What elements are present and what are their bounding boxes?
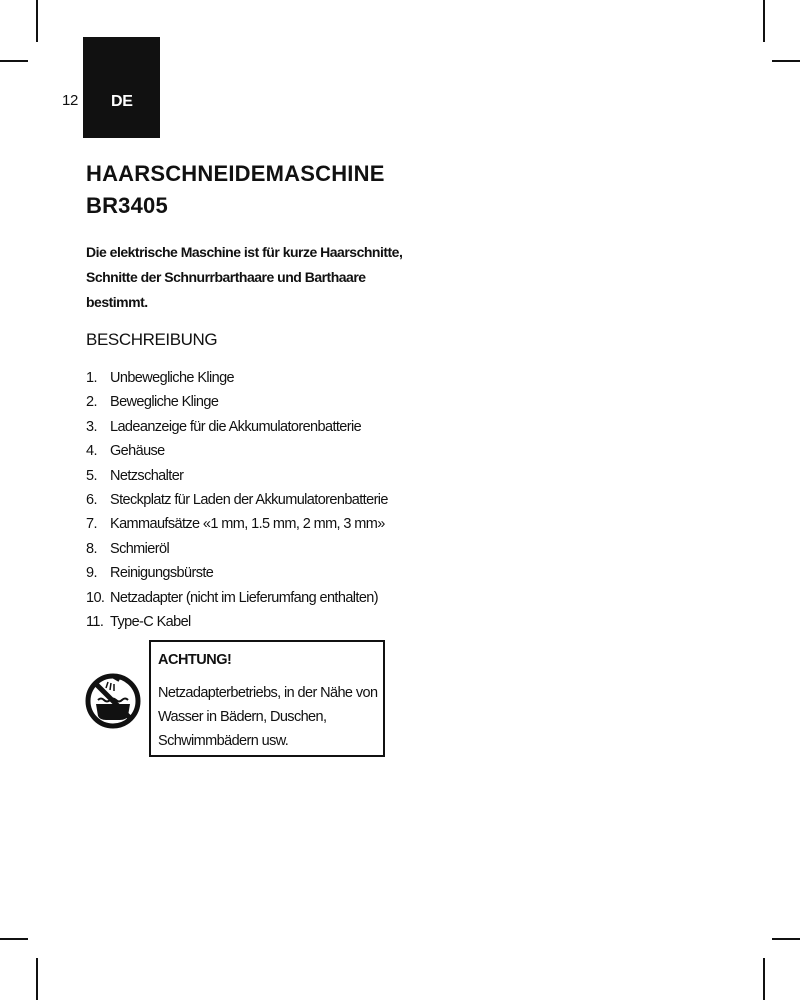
- no-water-bathtub-icon: [84, 658, 142, 748]
- list-item-number: 10.: [86, 589, 105, 606]
- warning-title: ACHTUNG!: [158, 652, 232, 668]
- list-item-text: Unbewegliche Klinge: [110, 370, 235, 386]
- product-model: BR3405: [86, 193, 168, 218]
- list-item-number: 8.: [86, 540, 97, 557]
- list-item-number: 11.: [86, 614, 104, 631]
- list-item: [86, 439, 388, 463]
- list-item-text: Bewegliche Klinge: [110, 394, 219, 411]
- description-list: [86, 366, 388, 634]
- page-number: 12: [62, 92, 79, 109]
- list-item-number: 9.: [86, 565, 97, 582]
- crop-mark-top-left: [0, 60, 28, 62]
- list-item: [86, 366, 388, 390]
- list-item-text: Steckplatz für Laden der Akkumulatorenbatterie: [110, 492, 388, 509]
- list-item: [86, 464, 388, 488]
- list-item-number: 7.: [86, 516, 97, 533]
- list-item: [86, 512, 388, 536]
- warning-box: [149, 640, 385, 757]
- list-item-number: 2.: [86, 394, 97, 411]
- crop-mark-bottom-left: [0, 938, 28, 940]
- list-item-number: 1.: [86, 370, 97, 386]
- list-item-number: 4.: [86, 443, 97, 460]
- language-code: DE: [111, 93, 133, 110]
- list-item-text: Type-C Kabel: [110, 614, 191, 631]
- crop-mark-bottom-right: [772, 938, 800, 940]
- list-item-text: Kammaufsätze «1 mm, 1.5 mm, 2 mm, 3 mm»: [110, 516, 385, 533]
- crop-mark-top-left: [36, 0, 38, 42]
- crop-mark-top-right: [763, 0, 765, 42]
- list-item-number: 3.: [86, 418, 97, 435]
- language-tab: [83, 37, 160, 138]
- list-item-text: Gehäuse: [110, 443, 165, 460]
- list-item: [86, 610, 388, 634]
- intro-text: Die elektrische Maschine ist für kurze Haarschnitte, Schnitte der Schnurrbarthaare und Barthaare bestimmt.: [86, 244, 403, 310]
- list-item-text: Netzschalter: [110, 467, 184, 484]
- product-title: [86, 158, 385, 222]
- list-item-text: Ladeanzeige für die Akkumulatorenbatterie: [110, 418, 362, 435]
- warning-text: Netzadapterbetriebs, in der Nähe von Wasser in Bädern, Duschen, Schwimmbädern usw.: [158, 685, 378, 749]
- list-item: [86, 561, 388, 585]
- list-item: [86, 415, 388, 439]
- list-item-text: Netzadapter (nicht im Lieferumfang enthalten): [110, 589, 378, 606]
- product-name: HAARSCHNEIDEMASCHINE: [86, 161, 385, 186]
- section-heading-description: BESCHREIBUNG: [86, 330, 218, 349]
- list-item: [86, 390, 388, 414]
- crop-mark-top-right: [772, 60, 800, 62]
- list-item: [86, 488, 388, 512]
- crop-mark-bottom-right: [763, 958, 765, 1000]
- list-item: [86, 537, 388, 561]
- list-item-number: 5.: [86, 467, 97, 484]
- crop-mark-bottom-left: [36, 958, 38, 1000]
- list-item: [86, 586, 388, 610]
- list-item-text: Schmieröl: [110, 540, 170, 557]
- list-item-text: Reinigungsbürste: [110, 565, 214, 582]
- list-item-number: 6.: [86, 492, 97, 509]
